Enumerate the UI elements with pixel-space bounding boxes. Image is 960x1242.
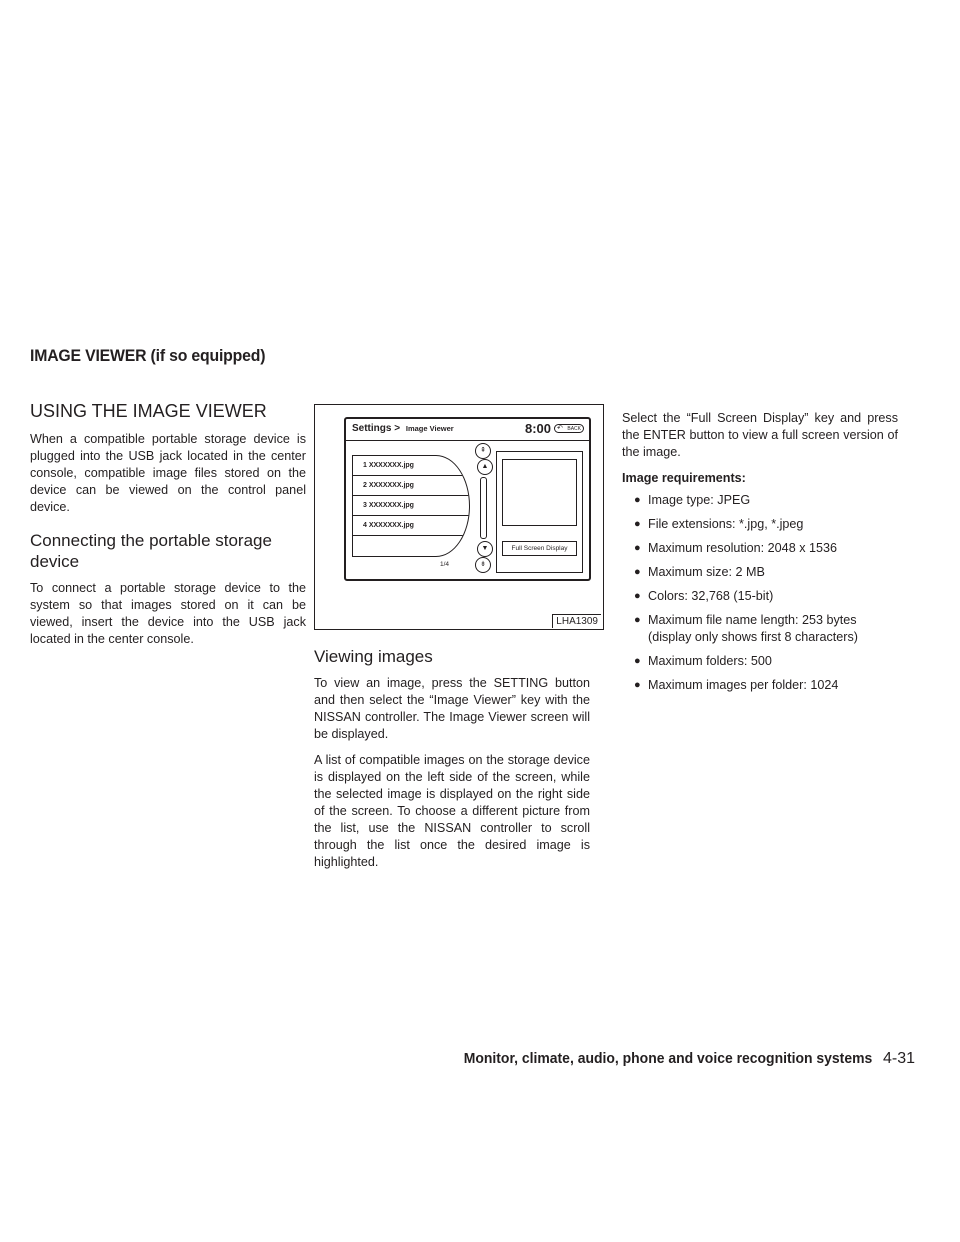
requirement-text: Maximum images per folder: 1024 <box>648 678 839 692</box>
list-item <box>622 588 898 605</box>
requirement-text: Maximum resolution: 2048 x 1536 <box>648 541 838 555</box>
requirement-text: Maximum folders: 500 <box>648 654 772 668</box>
file-list-item: 2 XXXXXXX.jpg <box>353 476 469 496</box>
page-footer <box>433 1050 915 1068</box>
scroll-bar <box>480 477 487 539</box>
list-item <box>622 612 898 646</box>
back-button <box>554 424 584 433</box>
column-right <box>622 410 898 701</box>
bullet-icon: ● <box>634 566 641 578</box>
file-list-item: 3 XXXXXXX.jpg <box>353 496 469 516</box>
page-number: 4-31 <box>882 1050 915 1067</box>
bullet-icon: ● <box>634 494 641 506</box>
page-indicator: 1/4 <box>440 561 450 568</box>
image-viewer-figure <box>314 404 604 630</box>
column-left <box>30 400 306 657</box>
full-screen-display-button: Full Screen Display <box>502 541 577 556</box>
bullet-icon: ● <box>634 655 641 667</box>
requirements-title: Image requirements: <box>622 471 746 485</box>
screen-header <box>346 419 589 441</box>
viewing-paragraph-2: A list of compatible images on the storage device is displayed on the left side of the screen, while the selected image is displayed on the right side of the screen. To choose a different picture from the list, use the NISSAN controller to scroll through the list once the desired image is highlighted. <box>314 753 590 869</box>
clock: 8:00 <box>524 421 551 436</box>
intro-paragraph: When a compatible portable storage device is plugged into the USB jack located in the center console, compatible image files stored on the device can be viewed on the control panel device. <box>30 432 306 514</box>
bullet-icon: ● <box>634 679 641 691</box>
scroll-bottom-icon: ⇟ <box>475 557 491 573</box>
list-item <box>622 653 898 670</box>
scroll-down-icon: ▼ <box>477 541 493 557</box>
file-list-item: 4 XXXXXXX.jpg <box>353 516 469 536</box>
requirement-text: Maximum file name length: 253 bytes (display only shows first 8 characters) <box>648 613 858 644</box>
heading-connecting-device: Connecting the portable storage device <box>30 531 272 571</box>
screen-title-settings: Settings > <box>352 423 401 434</box>
requirement-text: File extensions: *.jpg, *.jpeg <box>648 517 804 531</box>
requirement-text: Maximum size: 2 MB <box>648 565 765 579</box>
requirements-list <box>622 492 898 694</box>
bullet-icon: ● <box>634 614 641 626</box>
footer-title: Monitor, climate, audio, phone and voice recognition systems <box>464 1050 873 1067</box>
viewing-paragraph-1: To view an image, press the SETTING button and then select the “Image Viewer” key with the NISSAN controller. The Image Viewer screen will be displayed. <box>314 676 590 741</box>
file-list-item: 1 XXXXXXX.jpg <box>353 456 469 476</box>
section-title: IMAGE VIEWER (if so equipped) <box>30 346 266 365</box>
heading-viewing-images: Viewing images <box>314 647 433 666</box>
bullet-icon: ● <box>634 542 641 554</box>
connect-paragraph: To connect a portable storage device to the system so that images stored on it can be viewed, insert the device into the USB jack located in the center console. <box>30 581 306 646</box>
back-label: BACK <box>567 426 581 432</box>
scroll-up-icon: ▲ <box>477 459 493 475</box>
requirement-text: Image type: JPEG <box>648 493 751 507</box>
figure-label: LHA1309 <box>552 614 601 628</box>
list-item <box>622 677 898 694</box>
image-preview-panel <box>496 451 583 573</box>
bullet-icon: ● <box>634 590 641 602</box>
file-list <box>352 455 470 557</box>
list-item <box>622 516 898 533</box>
list-item <box>622 540 898 557</box>
screen-title <box>352 423 454 434</box>
full-screen-paragraph: Select the “Full Screen Display” key and press the ENTER button to view a full screen version of the image. <box>622 411 898 459</box>
back-arrow-icon: ↶ <box>557 425 563 432</box>
image-preview <box>502 459 577 526</box>
column-middle <box>314 404 598 880</box>
list-item <box>622 492 898 509</box>
list-item <box>622 564 898 581</box>
requirement-text: Colors: 32,768 (15-bit) <box>648 589 774 603</box>
display-screen <box>344 417 591 581</box>
screen-title-image-viewer: Image Viewer <box>405 424 454 433</box>
heading-using-image-viewer: USING THE IMAGE VIEWER <box>30 401 267 421</box>
scroll-top-icon: ⇞ <box>475 443 491 459</box>
bullet-icon: ● <box>634 518 641 530</box>
